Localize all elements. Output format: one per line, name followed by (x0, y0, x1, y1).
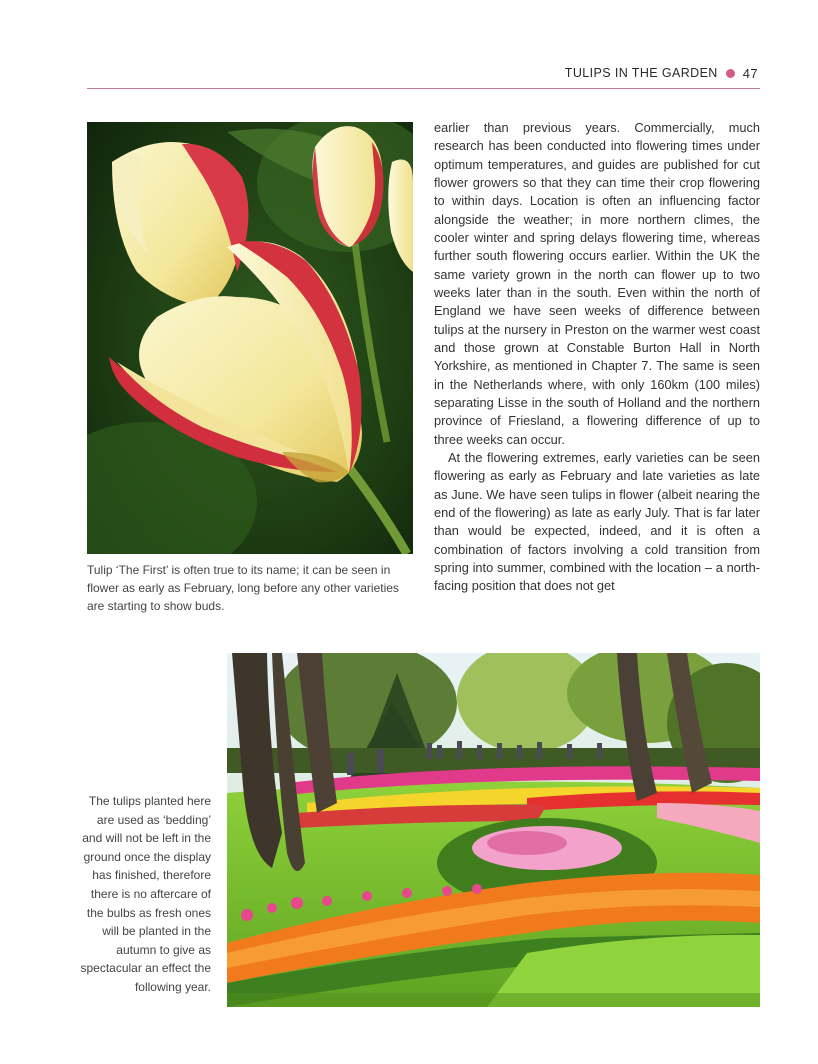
header-rule (87, 88, 760, 89)
tulip-bedding-photo (227, 653, 760, 1007)
running-title: TULIPS IN THE GARDEN (564, 66, 718, 80)
caption-bedding: The tulips planted here are used as ‘bedding’ and will not be left in the ground once the display has finished, therefore there is no aftercare of the bulbs as fresh ones will be planted in the autumn to give as spectacular an effect the following year. (80, 794, 211, 994)
paragraph-1: earlier than previous years. Commercially, much research has been conducted into flowering times under optimum temperatures, and guides are published for cut flower growers so that they can time their crop flowering to within days. Location is often an influencing factor alongside the weather; in more northern climes, the cooler winter and spring delays flowering time, whereas further south flowering occurs earlier. Within the UK the same variety grown in the north can flower up to two weeks later than in the south. Even within the north of England we have seen weeks of difference between tulips at the nursery in Preston on the warmer west coast and those grown at Constable Burton Hall in North Yorkshire, as mentioned in Chapter 7. The same is seen in the Netherlands where, with only 160km (100 miles) separating Lisse in the south of Holland and the northern province of Friesland, a flowering difference of up to three weeks can occur. (434, 120, 760, 447)
body-text (434, 119, 760, 596)
caption-tulip-the-first: Tulip ‘The First’ is often true to its name; it can be seen in flower as early as February, long before any other varieties are starting to show buds. (87, 563, 399, 613)
running-head (565, 64, 758, 82)
header-dot-icon (726, 69, 735, 78)
page-number: 47 (742, 65, 758, 81)
paragraph-2: At the flowering extremes, early varieties can be seen flowering as early as February and late varieties as late as June. We have seen tulips in flower (albeit nearing the end of the flowering) as late as early July. That is far later than would be expected, indeed, and it is often a combination of factors involving a cold transition from spring into summer, combined with the location – a north-facing position that does not get (434, 449, 760, 594)
tulip-closeup-photo (87, 122, 413, 554)
